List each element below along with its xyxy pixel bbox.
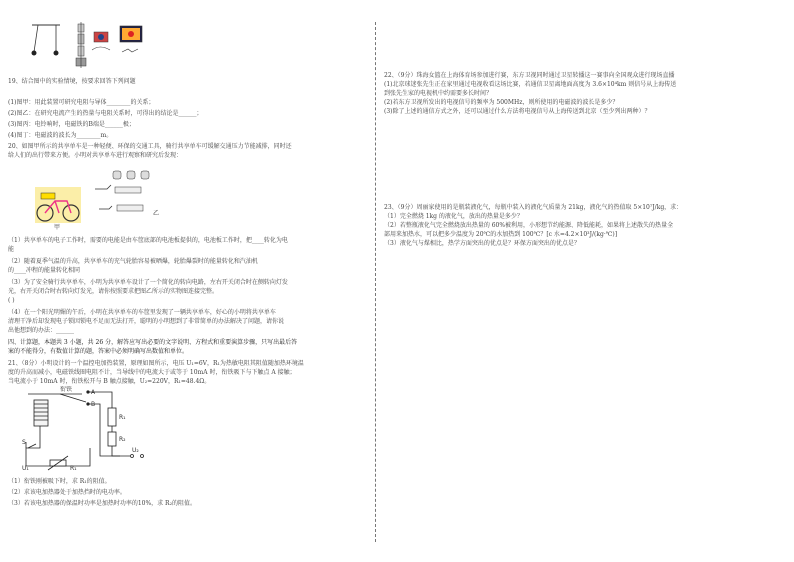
figure-label-jia: 甲 (54, 224, 61, 231)
q20-bike-figures (35, 165, 175, 231)
label-u2: U₂ (132, 447, 139, 454)
label-r1: R₁ (119, 414, 126, 421)
q20-part4: （4）在一个阳光明媚的午后，小明在共享单车的车筐里发现了一辆共享单车，好心的小明将共享单车 (8, 309, 276, 316)
q21-circuit-diagram (20, 386, 150, 472)
column-divider (375, 22, 376, 542)
q20-part3b: 光，右开关闭合时右转向灯发光，请你按照要求把图乙所示的实物图连接完整。 (8, 288, 219, 295)
section4-heading: 四、计算题，本题共 3 小题，共 26 分，解答应写出必要的文字说明、方程式和重要演算步骤，只写出最后答 (8, 339, 298, 346)
q21-part2: （2）求该电加热器处于加热挡时的电功率。 (8, 489, 126, 496)
section4-heading-line2: 案的不能得分，有数值计算的题，答案中必须明确写出数值和单位。 (8, 348, 189, 355)
label-switch-s: S (22, 439, 26, 446)
q21-stem-line3: 当电流小于 10mA 时，衔铁松开与 B 触点接触，U₂=220V，R₁=48.4Ω。 (8, 378, 211, 385)
q20-part4c: 出他想到的办法：______ (8, 327, 75, 334)
q20-part1b: 能 (8, 246, 15, 253)
q23-part3: （3）液化气与煤相比，热学方面突出的优点是？环保方面突出的优点是？ (384, 240, 580, 247)
q21-part1: （1）衔铁刚被吸下时，求 R₁的阻值。 (8, 478, 111, 485)
q23-stem: 23、（9分）周丽家使用的是瓶装液化气，每瓶中装入的液化气质量为 21kg，液化气的热值取 5×10⁷J/kg，求： (384, 204, 683, 211)
label-u1: U₁ (22, 465, 29, 472)
label-armature: 衔铁 (60, 386, 73, 393)
q20-stem-line1: 20、如图甲所示的共享单车是一种轻便、环保的交通工具，骑行共享单车可缓解交通压力节能减排，同时还 (8, 143, 292, 150)
q20-part3: （3）为了安全骑行共享单车，小明为共享单车设计了一个简化的转向电路，左右开关闭合时在侧转向灯发 (8, 279, 288, 286)
label-r2: R₂ (119, 436, 126, 443)
q22-part1: (1)北京球迷张先生正在家里通过电视收看这场比赛，若通信卫星离地面高度为 3.6×10⁴km 则信号从上海传送 (384, 81, 677, 88)
q19-title: 19、结合图中的实验情境，按要求回答下列问题 (8, 78, 136, 85)
q23-part1: （1）完全燃烧 1kg 的液化气，放出的热量是多少？ (384, 213, 523, 220)
q21-part3: （3）若该电加热器的保温时功率是加热时功率的10%，求 R₂的阻值。 (8, 500, 196, 507)
q21-stem-line1: 21、（8分）小明设计的一个温控电加热装置，原理如图所示，电压 U₁=6V，R₁为热敏电阻其阻值随加热环境温 (8, 360, 304, 367)
q22-part1b: 到张先生家的电视机中约需要多长时间？ (384, 90, 493, 97)
q23-part2b: 部用来加热水，可以把多少温度为 20℃的水加热到 100℃？[c 水=4.2×10³J/(kg·℃)] (384, 231, 618, 238)
q20-part1: （1）共享单车的电子工作时，需要的电能是由车筐底部的电池板提供的，电池板工作时，把____转化为电 (8, 237, 288, 244)
q20-part2: （2）随着夏季气温的升高，共享单车的充气轮胎容易被晒爆，轮胎爆裂时的能量转化和汽油机 (8, 258, 258, 265)
q19-subquestion-4: (4)图丁：电磁波的波长为________m。 (8, 132, 113, 139)
label-contact-b: B (91, 401, 96, 408)
q19-subquestion-3: (3)图丙：电铃响时，电磁铁的B端是______极； (8, 121, 135, 128)
q19-subquestion-1: (1)图甲：用此装置可研究电阻与导体________的关系； (8, 99, 155, 106)
q20-stem-line2: 给人们的出行带来方便。小明对共享单车进行观察和研究后发现： (8, 152, 183, 159)
q19-experiment-figures (30, 22, 150, 72)
q20-part3-blank: ( ) (8, 297, 15, 304)
right-column (380, 0, 794, 562)
left-column (0, 0, 372, 562)
q22-stem: 22、（9分）珠海女篮在上海体育场参加进行赛，东方卫视同时通过卫星转播这一赛事向全国观众进行现场直播 (384, 72, 675, 79)
label-thermistor: R₁ (70, 465, 77, 472)
q20-part2b: 的____冲程的能量转化相同 (8, 267, 81, 274)
q20-part4b: 清理干净后却发现电子锁因锁电不足而无法打开，聪明的小明想到了非常简单的办法解决了问题，请你说 (8, 318, 285, 325)
figure-label-yi: 乙 (153, 210, 160, 217)
q22-part3: (3)除了上述的通信方式之外，还可以通过什么方法将电视信号从上海传送到北京（至少列出两种）？ (384, 108, 651, 115)
q21-stem-line2: 度的升高而减小，电磁铁线圈电阻不计，当导线中的电流大于或等于 10mA 时，衔铁吸下与下触点 A 接触； (8, 369, 296, 376)
q19-subquestion-2: (2)图乙：在研究电流产生的热量与电阻关系时，可得出的结论是______； (8, 110, 203, 117)
q23-part2: （2）若整瓶液化气完全燃烧放出热量的 60%被利用，小形想节约能源、降低能耗，如果将上述散失的热量全 (384, 222, 674, 229)
label-contact-a: A (91, 389, 96, 396)
q22-part2: (2)若东方卫视所发出的电视信号的频率为 500MHz，则所使用的电磁波的波长是多少？ (384, 99, 619, 106)
